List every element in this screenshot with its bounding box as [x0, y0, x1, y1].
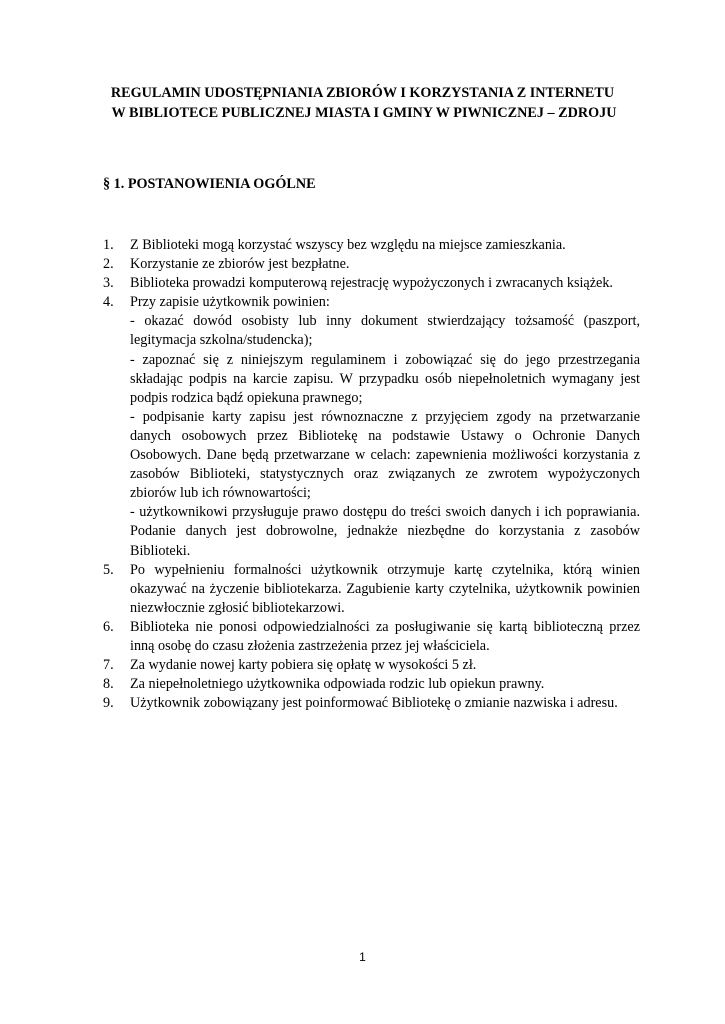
list-item	[97, 274, 640, 293]
list-item-number: 6.	[103, 618, 114, 635]
list-item-text: Korzystanie ze zbiorów jest bezpłatne.	[130, 256, 350, 273]
list-item	[97, 255, 640, 274]
list-item	[97, 236, 640, 255]
list-item-number: 9.	[103, 695, 114, 712]
list-item-text: - okazać dowód osobisty lub inny dokument stwierdzający tożsamość (paszport, legitymacja szkolna/studencka);	[130, 313, 640, 349]
list-item-number: 5.	[103, 561, 114, 578]
list-item-text: Użytkownik zobowiązany jest poinformować Bibliotekę o zmianie nazwiska i adresu.	[130, 695, 618, 712]
list-item-text: Biblioteka nie ponosi odpowiedzialności za posługiwanie się kartą biblioteczną przez inną osobę do czasu złożenia zastrzeżenia przez jej właściciela.	[130, 618, 640, 654]
list-item	[97, 675, 640, 694]
title-line-2: W BIBLIOTECE PUBLICZNEJ MIASTA I GMINY W PIWNICZNEJ – ZDROJU	[111, 105, 617, 121]
list-item-text: Za wydanie nowej karty pobiera się opłatę w wysokości 5 zł.	[130, 657, 477, 674]
list-item	[97, 656, 640, 675]
list-item	[97, 618, 640, 656]
list-item-text: Z Biblioteki mogą korzystać wszyscy bez względu na miejsce zamieszkania.	[130, 237, 566, 253]
list-item-text: Po wypełnieniu formalności użytkownik otrzymuje kartę czytelnika, którą winien okazywać na życzenie bibliotekarza. Zagubienie karty czytelnika, użytkownik powinien niezwłocznie zgłosić bibliotekarzowi.	[130, 561, 640, 616]
list-item-text: Biblioteka prowadzi komputerową rejestrację wypożyczonych i zwracanych książek.	[130, 275, 613, 292]
section-heading: § 1. POSTANOWIENIA OGÓLNE	[103, 176, 316, 192]
document-title	[0, 83, 725, 123]
list-item	[97, 293, 640, 560]
list-item-text: Przy zapisie użytkownik powinien:	[130, 294, 330, 311]
rules-list	[97, 236, 640, 713]
list-item-number: 3.	[103, 275, 114, 292]
list-item-text: - zapoznać się z niniejszym regulaminem i zobowiązać się do jego przestrzegania składając podpis na karcie zapisu. W przypadku osób niepełnoletnich wymagany jest podpis rodzica bądź opiekuna prawnego;	[130, 351, 640, 406]
list-item-number: 7.	[103, 657, 114, 674]
title-line-1: REGULAMIN UDOSTĘPNIANIA ZBIORÓW I KORZYSTANIA Z INTERNETU	[110, 85, 615, 101]
list-item-text: - użytkownikowi przysługuje prawo dostępu do treści swoich danych i ich poprawiania. Podanie danych jest dobrowolne, jednakże niezbędne do korzystania z zasobów Biblioteki.	[130, 504, 640, 559]
list-item-number: 1.	[103, 237, 114, 253]
list-item-number: 4.	[103, 294, 114, 311]
list-item-number: 8.	[103, 676, 114, 693]
list-item	[97, 561, 640, 618]
page-number: 1	[359, 950, 366, 964]
list-item	[97, 694, 640, 713]
list-item-text: - podpisanie karty zapisu jest równoznaczne z przyjęciem zgody na przetwarzanie danych osobowych przez Bibliotekę na podstawie Ustawy o Ochronie Danych Osobowych. Dane będą przetwarzane w celach: zapewnienia możliwości korzystania z zasobów Biblioteki, statystycznych oraz związanych ze zwrotem wypożyczonych zbiorów lub ich równowartości;	[130, 408, 640, 502]
list-item-text: Za niepełnoletniego użytkownika odpowiada rodzic lub opiekun prawny.	[130, 676, 545, 693]
list-item-number: 2.	[103, 256, 114, 273]
